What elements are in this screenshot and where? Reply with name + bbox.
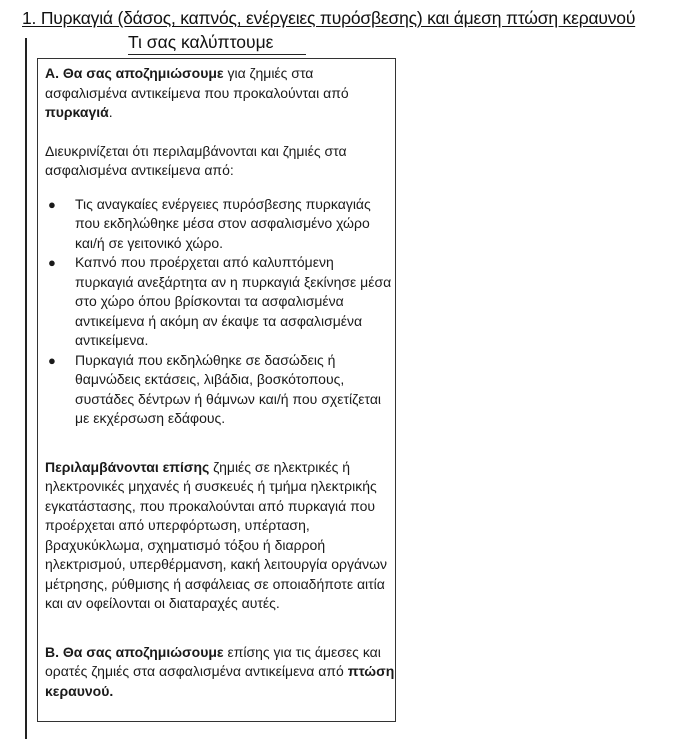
section-b-heading: Β. Θα σας αποζημιώσουμε bbox=[45, 643, 224, 660]
bullet-icon: ● bbox=[48, 255, 56, 270]
lightning-term: πτώση κεραυνού. bbox=[45, 663, 395, 699]
list-item: ● Καπνό που προέρχεται από καλυπτόμενη πυρκαγιά ανεξάρτητα αν η πυρκαγιά ξεκίνησε μέσα στο χώρο όπου βρίσκονται τα ασφαλισμένα αντικείμενα ή ακόμη αν έκαψε τα ασφαλισμένα αντικείμενα. bbox=[48, 254, 392, 348]
coverage-heading: Τι σας καλύπτουμε bbox=[128, 32, 306, 55]
also-included-heading: Περιλαμβάνονται επίσης bbox=[45, 458, 210, 475]
section-a-heading: Α. Θα σας αποζημιώσουμε bbox=[45, 65, 224, 81]
section-title: 1. Πυρκαγιά (δάσος, καπνός, ενέργειες πυρόσβεσης) και άμεση πτώση κεραυνού bbox=[22, 8, 636, 28]
list-item: ● Πυρκαγιά που εκδηλώθηκε σε δασώδεις ή θαμνώδεις εκτάσεις, λιβάδια, βοσκότοπους, συστάδες δέντρων ή θάμνων και/ή που σχετίζεται με εκχέρσωση εδάφους. bbox=[48, 351, 382, 426]
section-b-text: Β. Θα σας αποζημιώσουμε επίσης για τις άμεσες και ορατές ζημιές στα ασφαλισμένα αντικείμενα από πτώση κεραυνού. bbox=[45, 643, 395, 699]
clarification-text: Διευκρινίζεται ότι περιλαμβάνονται και ζημιές στα ασφαλισμένα αντικείμενα από: bbox=[45, 142, 347, 178]
section-a-intro: Α. Θα σας αποζημιώσουμε για ζημιές στα ασφαλισμένα αντικείμενα που προκαλούνται από πυρκαγιά. bbox=[45, 65, 349, 120]
also-included-text: Περιλαμβάνονται επίσης ζημιές σε ηλεκτρικές ή ηλεκτρονικές μηχανές ή συσκευές ή τμήμα ηλεκτρικής εγκατάστασης, που προκαλούνται από πυρκαγιά που προέρχεται από υπερφόρτωση, υπέρταση, βραχυκύκλωμα, σχηματισμό τόξου ή διαρροή ηλεκτρισμού, υπερθέρμανση, κακή λειτουργία οργάνων μέτρησης, ρύθμισης ή ασφάλειας σε οποιαδήποτε αιτία και αν οφείλονται οι διαταραχές αυτές. bbox=[45, 458, 387, 611]
fire-term: πυρκαγιά bbox=[45, 104, 109, 120]
bullet-icon: ● bbox=[48, 352, 56, 368]
left-margin-rule bbox=[25, 38, 27, 739]
coverage-list bbox=[45, 195, 395, 429]
list-item: ● Τις αναγκαίες ενέργειες πυρόσβεσης πυρκαγιάς που εκδηλώθηκε μέσα στον ασφαλισμένο χώρο και/ή σε γειτονικό χώρο. bbox=[48, 195, 371, 251]
bullet-icon: ● bbox=[48, 196, 56, 212]
coverage-box bbox=[37, 58, 396, 722]
